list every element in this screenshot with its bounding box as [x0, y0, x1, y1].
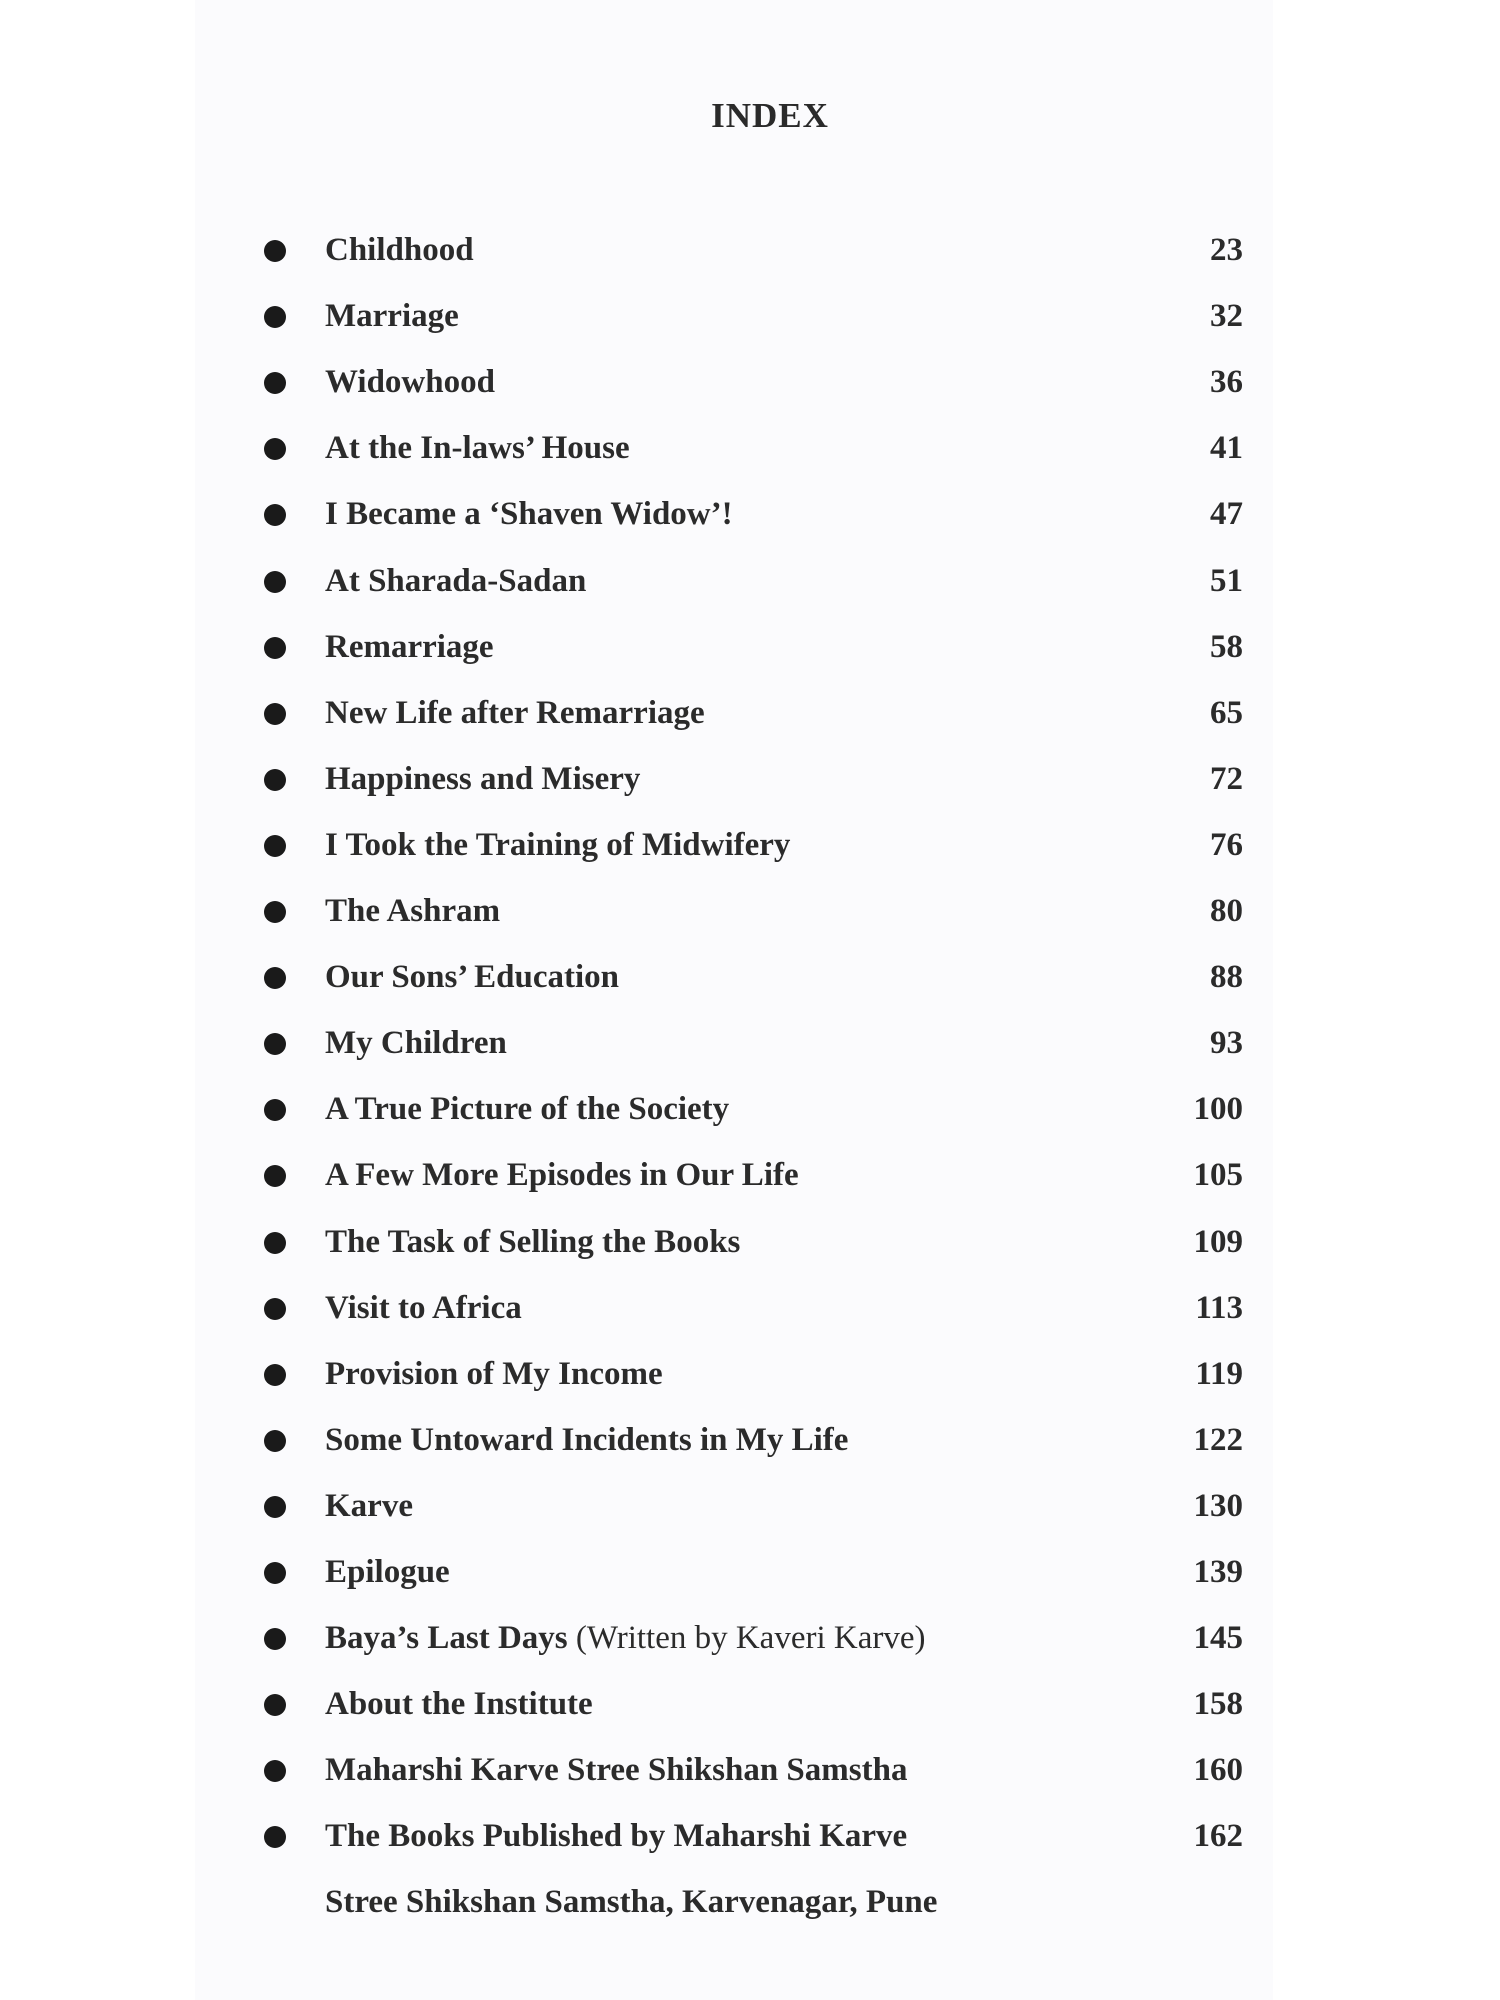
toc-entry [0, 1412, 1500, 1468]
toc-entry [0, 1214, 1500, 1270]
toc-entry-title [325, 1015, 1165, 1071]
toc-entry-page-number: 32 [1210, 298, 1243, 334]
toc-entry [0, 354, 1500, 410]
toc-entry-title [325, 1214, 1165, 1270]
bullet-icon [264, 240, 286, 262]
toc-entry-title [325, 685, 1165, 741]
bullet-icon [264, 1760, 286, 1782]
toc-entry-page-number: 47 [1210, 496, 1243, 532]
toc-entry-page-number: 23 [1210, 232, 1243, 268]
bullet-icon [264, 1298, 286, 1320]
toc-entry-page-number: 109 [1193, 1224, 1243, 1260]
bullet-icon [264, 1165, 286, 1187]
toc-entry-page-number: 113 [1195, 1290, 1243, 1326]
toc-entry-page-number: 58 [1210, 629, 1243, 665]
toc-entry-page-number: 162 [1193, 1818, 1243, 1854]
toc-entry-page-number: 145 [1193, 1620, 1243, 1656]
toc-entry [0, 1808, 1500, 1864]
toc-entry-page-number: 36 [1210, 364, 1243, 400]
toc-entry-note: (Written by Kaveri Karve) [575, 1620, 926, 1656]
toc-entry-title [325, 1808, 1165, 1864]
toc-entry-title-text: The Task of Selling the Books [325, 1224, 741, 1260]
toc-entry-title-text: New Life after Remarriage [325, 695, 705, 731]
toc-entry-page-number: 93 [1210, 1025, 1243, 1061]
toc-entry-title [325, 354, 1165, 410]
toc-entry-page-number: 76 [1210, 827, 1243, 863]
toc-entry-title-text: A Few More Episodes in Our Life [325, 1157, 799, 1193]
bullet-icon [264, 571, 286, 593]
bullet-icon [264, 438, 286, 460]
toc-entry [0, 1676, 1500, 1732]
bullet-icon [264, 967, 286, 989]
toc-entry-title-text: Epilogue [325, 1554, 450, 1590]
toc-entry-page-number: 80 [1210, 893, 1243, 929]
bullet-icon [264, 1430, 286, 1452]
toc-entry-title-text: Our Sons’ Education [325, 959, 620, 995]
toc-entry-title-text: I Took the Training of Midwifery [325, 827, 791, 863]
toc-entry-title [325, 1610, 1165, 1666]
toc-entry-page-number: 122 [1193, 1422, 1243, 1458]
toc-entry-title [325, 619, 1165, 675]
toc-entry-title-text: The Books Published by Maharshi Karve [325, 1818, 908, 1854]
toc-entry-page-number: 139 [1193, 1554, 1243, 1590]
bullet-icon [264, 1628, 286, 1650]
toc-entry [0, 949, 1500, 1005]
toc-entry-title [325, 1081, 1165, 1137]
toc-entry-page-number: 72 [1210, 761, 1243, 797]
toc-entry-page-number: 119 [1195, 1356, 1243, 1392]
bullet-icon [264, 1232, 286, 1254]
toc-entry-title-text: Marriage [325, 298, 459, 334]
toc-entry [0, 1081, 1500, 1137]
toc-entry-title [325, 1412, 1165, 1468]
toc-entry [0, 1544, 1500, 1600]
toc-entry [0, 1346, 1500, 1402]
toc-entry-page-number: 88 [1210, 959, 1243, 995]
toc-entry-title [325, 420, 1165, 476]
toc-entry [0, 1742, 1500, 1798]
toc-entry-page-number: 51 [1210, 563, 1243, 599]
toc-entry-title-text: About the Institute [325, 1686, 593, 1722]
bullet-icon [264, 637, 286, 659]
toc-entry-title [325, 1478, 1165, 1534]
toc-entry-title-text: Maharshi Karve Stree Shikshan Samstha [325, 1752, 908, 1788]
toc-entry-title [325, 1544, 1165, 1600]
bullet-icon [264, 1033, 286, 1055]
toc-entry [0, 1015, 1500, 1071]
bullet-icon [264, 1694, 286, 1716]
toc-entry-continuation: Stree Shikshan Samstha, Karvenagar, Pune [325, 1884, 938, 1920]
toc-entry-title [325, 1147, 1165, 1203]
toc-entry [0, 817, 1500, 873]
toc-entry-title [325, 1280, 1165, 1336]
toc-entry-title [325, 288, 1165, 344]
toc-entry [0, 685, 1500, 741]
toc-entry-page-number: 158 [1193, 1686, 1243, 1722]
toc-entry [0, 1610, 1500, 1666]
toc-entry-page-number: 41 [1210, 430, 1243, 466]
bullet-icon [264, 1364, 286, 1386]
toc-entry-title-text: A True Picture of the Society [325, 1091, 730, 1127]
toc-entry-page-number: 65 [1210, 695, 1243, 731]
toc-entry-title-text: Widowhood [325, 364, 495, 400]
toc-entry-title [325, 486, 1165, 542]
bullet-icon [264, 504, 286, 526]
bullet-icon [264, 901, 286, 923]
toc-entry-title [325, 949, 1165, 1005]
toc-entry-page-number: 160 [1193, 1752, 1243, 1788]
bullet-icon [264, 703, 286, 725]
toc-entry-title [325, 817, 1165, 873]
toc-entry-title [325, 1676, 1165, 1732]
toc-entry-title-text: Remarriage [325, 629, 494, 665]
toc-entry [0, 420, 1500, 476]
bullet-icon [264, 835, 286, 857]
bullet-icon [264, 372, 286, 394]
toc-entry-title-text: At the In-laws’ House [325, 430, 630, 466]
toc-entry [0, 486, 1500, 542]
toc-entry-title-text: Some Untoward Incidents in My Life [325, 1422, 849, 1458]
toc-entry-title [325, 553, 1165, 609]
toc-entry [0, 288, 1500, 344]
toc-entry [0, 751, 1500, 807]
toc-entry-title [325, 222, 1165, 278]
toc-entry-title-text: I Became a ‘Shaven Widow’! [325, 496, 733, 532]
toc-entry-title-text: Visit to Africa [325, 1290, 522, 1326]
toc-entry [0, 1147, 1500, 1203]
page-title: INDEX [711, 96, 829, 135]
toc-entry-page-number: 105 [1193, 1157, 1243, 1193]
toc-entry-title-text: The Ashram [325, 893, 501, 929]
toc-entry [0, 222, 1500, 278]
toc-entry [0, 619, 1500, 675]
toc-entry-title-text: Baya’s Last Days [325, 1620, 568, 1656]
bullet-icon [264, 1826, 286, 1848]
toc-entry-title [325, 751, 1165, 807]
bullet-icon [264, 1496, 286, 1518]
toc-entry-title-text: Karve [325, 1488, 413, 1524]
toc-entry [0, 883, 1500, 939]
bullet-icon [264, 769, 286, 791]
bullet-icon [264, 1562, 286, 1584]
toc-entry-title [325, 883, 1165, 939]
bullet-icon [264, 306, 286, 328]
toc-entry-title-text: Childhood [325, 232, 474, 268]
toc-entry [0, 1478, 1500, 1534]
bullet-icon [264, 1099, 286, 1121]
toc-entry-title-text: Provision of My Income [325, 1356, 663, 1392]
toc-entry-title [325, 1346, 1165, 1402]
toc-entry-title-text: At Sharada-Sadan [325, 563, 587, 599]
toc-entry [0, 553, 1500, 609]
toc-entry-title-text: My Children [325, 1025, 507, 1061]
toc-entry-title [325, 1742, 1165, 1798]
toc-entry [0, 1280, 1500, 1336]
toc-entry-title-text: Happiness and Misery [325, 761, 641, 797]
toc-entry-page-number: 100 [1193, 1091, 1243, 1127]
toc-entry-page-number: 130 [1193, 1488, 1243, 1524]
